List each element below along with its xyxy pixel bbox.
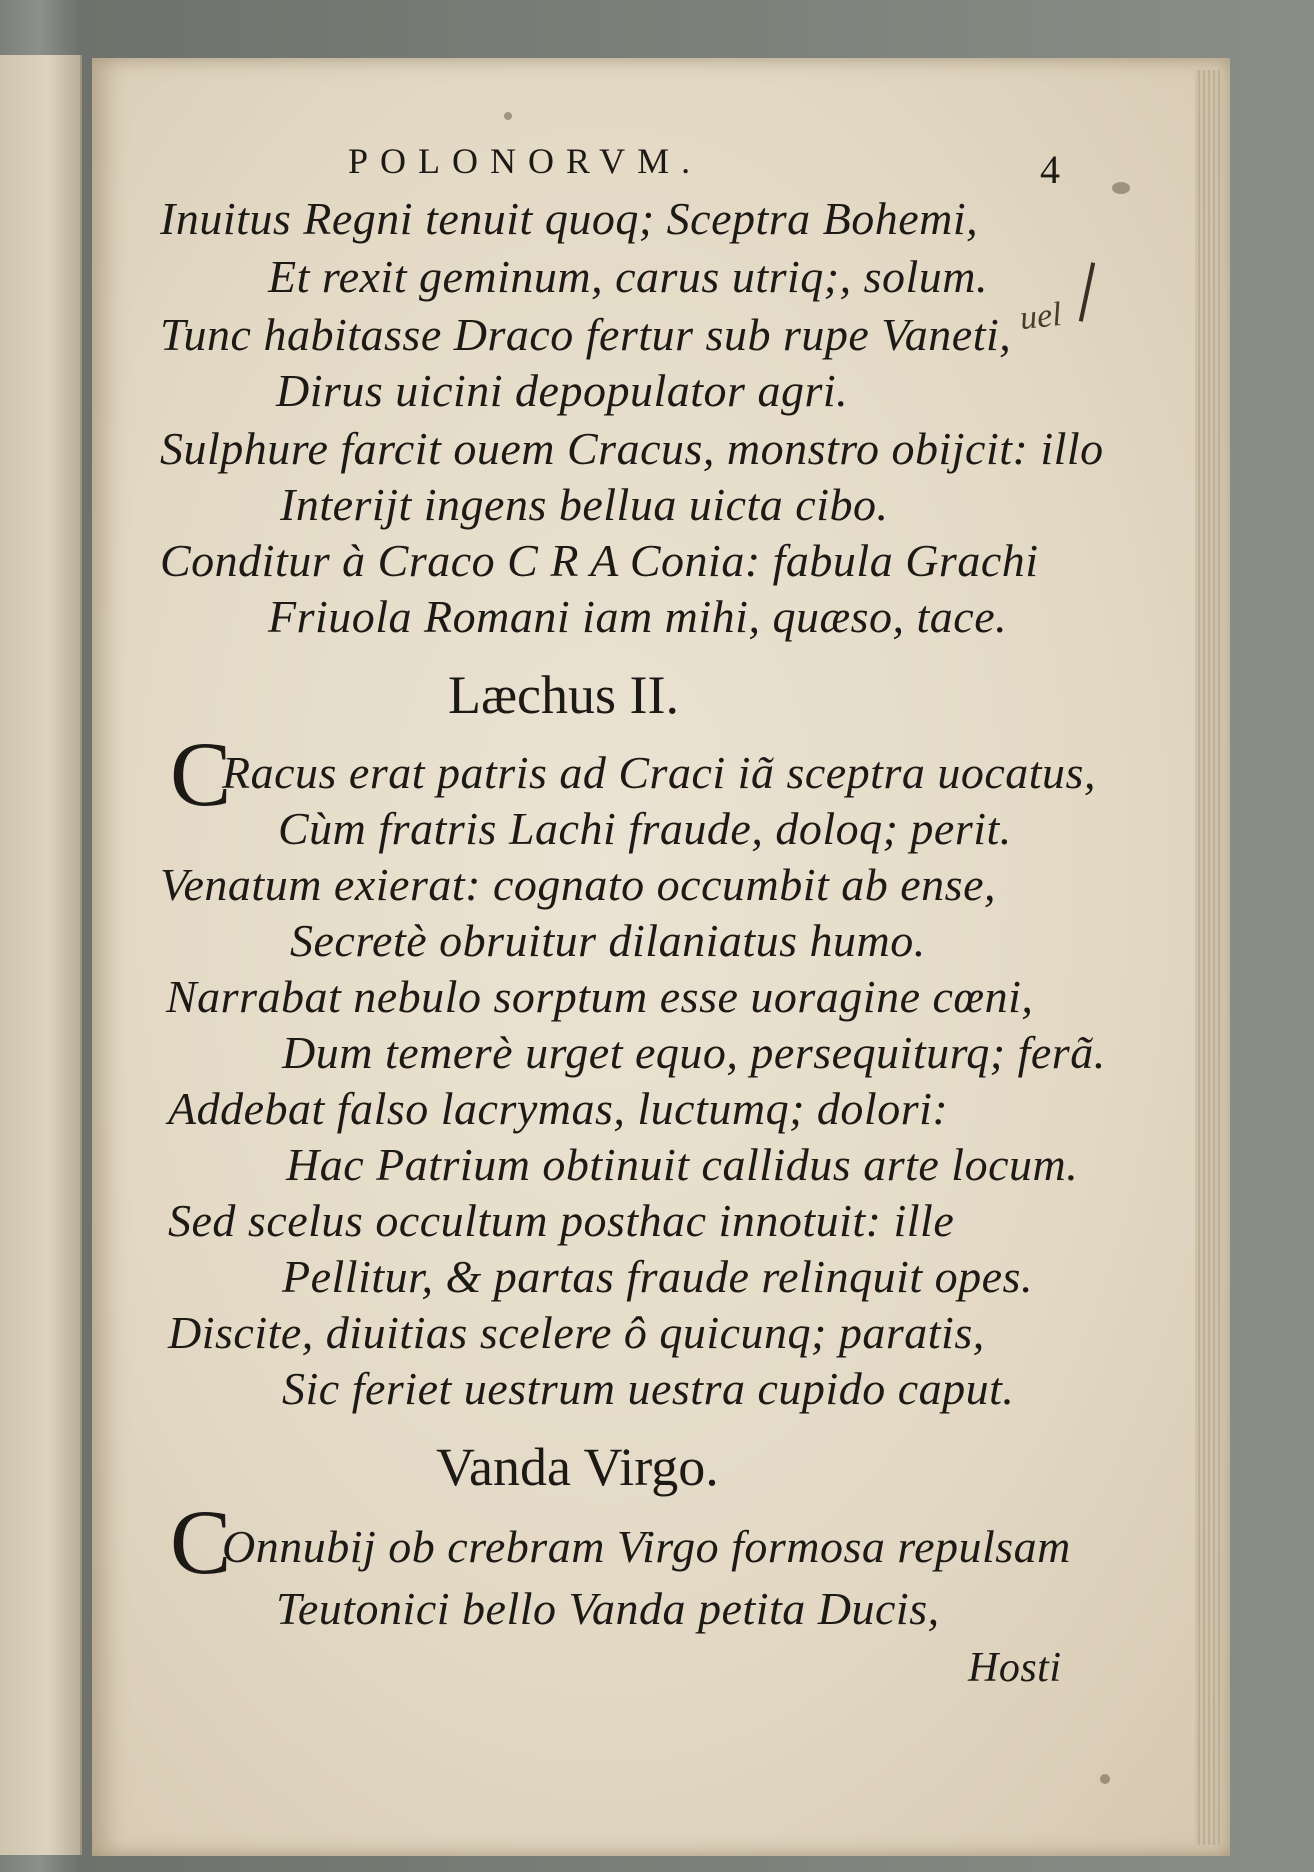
verse-line: Pellitur, & partas fraude relinquit opes. — [282, 1251, 1033, 1302]
verse-line: Narrabat nebulo sorptum esse uoragine cœni, — [166, 971, 1034, 1022]
section-title: Vanda Virgo. — [436, 1437, 719, 1497]
ink-spot — [504, 112, 512, 120]
verse-line: Sulphure farcit ouem Cracus, monstro obijcit: illo — [160, 423, 1104, 474]
catchword: Hosti — [968, 1645, 1062, 1691]
drop-cap: C — [170, 723, 232, 825]
ink-spot — [1112, 182, 1130, 194]
verse-line: Sic feriet uestrum uestra cupido caput. — [282, 1363, 1015, 1414]
verse-line: Racus erat patris ad Craci iã sceptra uocatus, — [222, 747, 1096, 798]
verse-line: Sed scelus occultum posthac innotuit: ille — [168, 1195, 955, 1246]
verse-line: Dirus uicini depopulator agri. — [276, 365, 849, 416]
verse-line: Teutonici bello Vanda petita Ducis, — [276, 1583, 940, 1634]
pen-stroke — [1079, 262, 1095, 322]
verse-line: Conditur à Craco C R A Conia: fabula Grachi — [160, 535, 1039, 586]
verse-line: Addebat falso lacrymas, luctumq; dolori: — [168, 1083, 949, 1134]
verse-line: Cùm fratris Lachi fraude, doloq; perit. — [278, 803, 1012, 854]
margin-annotation: uel — [1018, 295, 1064, 338]
verse-line: Et rexit geminum, carus utriq;, solum. — [268, 251, 989, 302]
verse-line: Interijt ingens bellua uicta cibo. — [280, 479, 889, 530]
drop-cap: C — [170, 1491, 232, 1593]
verse-line: Dum temerè urget equo, persequiturq; ferã. — [282, 1027, 1106, 1078]
verse-line: Friuola Romani iam mihi, quæso, tace. — [268, 591, 1008, 642]
ink-spot — [1100, 1774, 1110, 1784]
running-header: POLONORVM. — [348, 141, 703, 181]
verse-line: Onnubij ob crebram Virgo formosa repulsam — [222, 1521, 1071, 1572]
page-number: 4 — [1040, 147, 1060, 192]
verse-line: Hac Patrium obtinuit callidus arte locum. — [286, 1139, 1079, 1190]
verse-line: Discite, diuitias scelere ô quicunq; paratis, — [168, 1307, 985, 1358]
verse-line: Tunc habitasse Draco fertur sub rupe Vaneti, — [160, 309, 1012, 360]
verse-line: Inuitus Regni tenuit quoq; Sceptra Bohemi, — [160, 193, 979, 244]
verse-line: Secretè obruitur dilaniatus humo. — [290, 915, 926, 966]
verse-line: Venatum exierat: cognato occumbit ab ense, — [160, 859, 996, 910]
section-title: Læchus II. — [448, 665, 679, 725]
